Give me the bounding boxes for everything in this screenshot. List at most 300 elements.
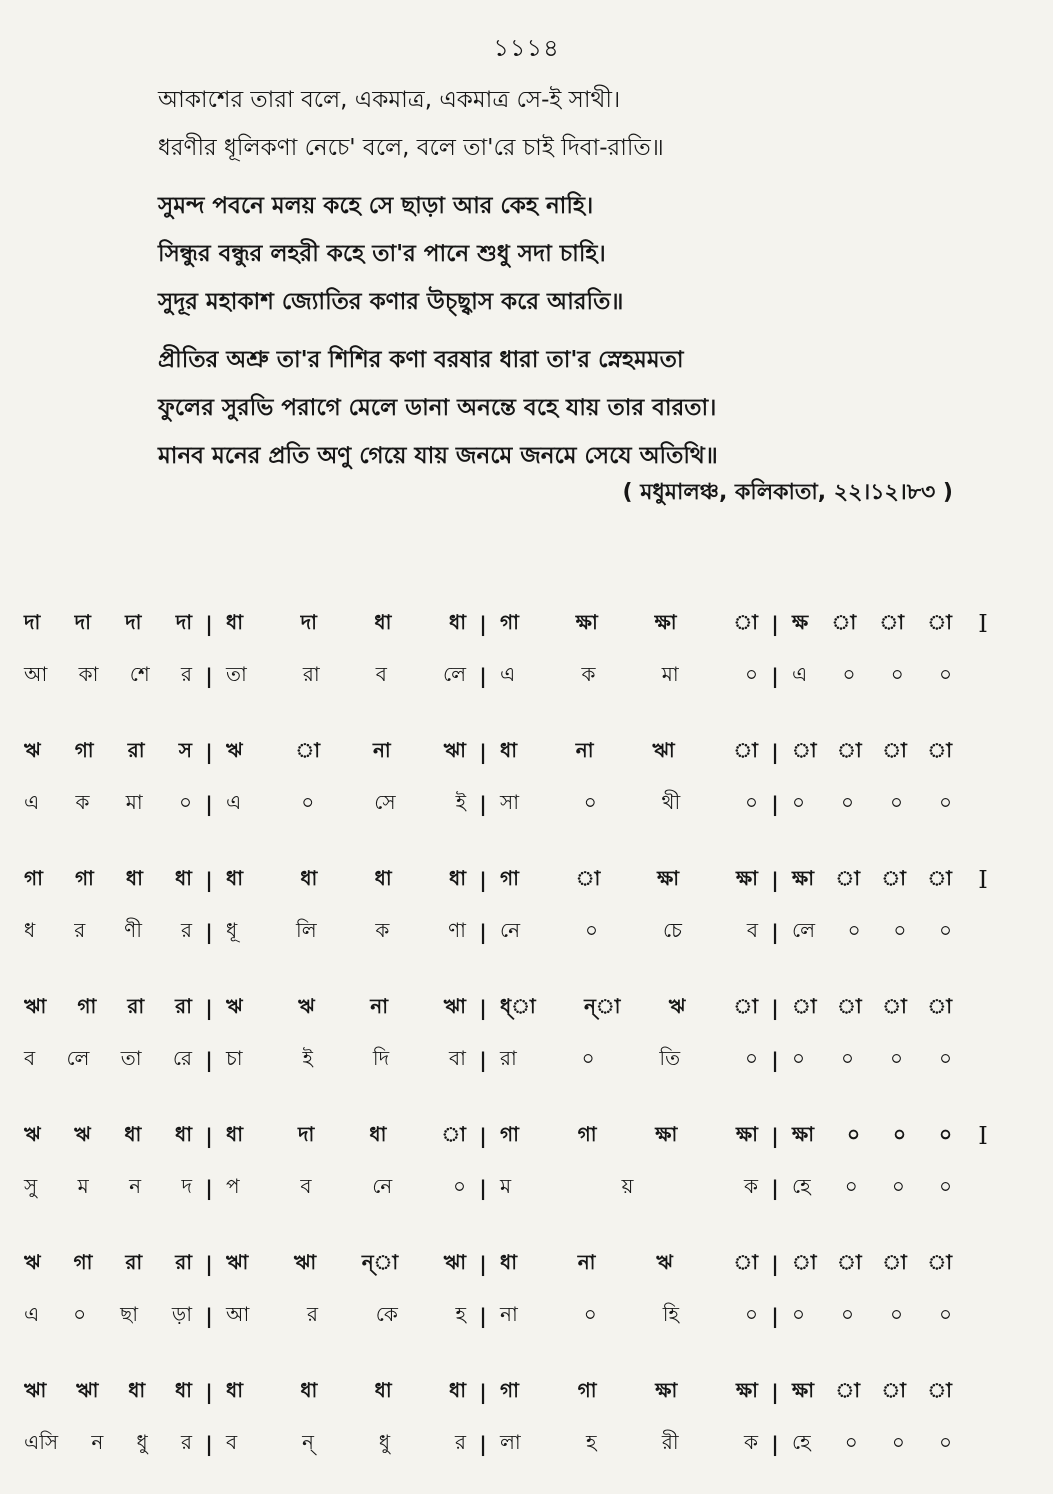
lyric-syllable: হি — [662, 1301, 679, 1326]
lyric-row — [18, 906, 1038, 958]
lyric-syllable: ০ — [889, 789, 903, 814]
bar-line: | — [205, 996, 213, 1020]
lyric-syllable: র — [74, 917, 86, 942]
lyric-syllable: কা — [78, 661, 99, 686]
bar-line: | — [771, 792, 779, 816]
swara-note: ধা — [124, 1121, 142, 1146]
swara-note: রা — [175, 993, 192, 1018]
swara-note: ক্ষা — [654, 609, 677, 634]
bar-line: | — [479, 920, 487, 944]
lyric-syllable: চে — [662, 917, 682, 942]
bar-line: | — [771, 868, 779, 892]
lyric-syllable: সু — [24, 1173, 38, 1198]
measure — [786, 916, 958, 949]
bar-line: | — [205, 1380, 213, 1404]
swara-note: া — [575, 865, 601, 890]
lyric-syllable: এ — [24, 789, 40, 814]
bar-line: | — [479, 1304, 487, 1328]
measure — [220, 864, 472, 897]
swara-note: ধা — [448, 1377, 466, 1402]
swara-row — [18, 982, 1038, 1034]
bar-line: | — [771, 1124, 779, 1148]
lyric-syllable: তি — [659, 1045, 681, 1070]
verse-line: মানব মনের প্রতি অণু গেয়ে যায় জনমে জনমে সেযে অতিথি॥ — [158, 443, 718, 469]
verse-line: সুমন্দ পবনে মলয় কহে সে ছাড়া আর কেহ নাহি। — [158, 193, 594, 219]
measure — [220, 992, 472, 1025]
swara-note: গা — [500, 865, 519, 890]
lyric-syllable: ব — [746, 917, 758, 942]
swara-row — [18, 1110, 1038, 1162]
lyric-syllable: ণী — [124, 917, 142, 942]
swara-row — [18, 854, 1038, 906]
measure — [18, 1248, 198, 1281]
lyric-syllable: থী — [661, 789, 681, 814]
lyric-syllable: ক — [581, 661, 596, 686]
bar-line: | — [479, 996, 487, 1020]
swara-note: ঋা — [24, 993, 47, 1018]
lyric-syllable: নে — [500, 917, 521, 942]
lyric-syllable: ০ — [585, 917, 599, 942]
swara-note: া — [792, 993, 817, 1018]
swara-note: ঋ — [226, 993, 243, 1018]
swara-note: রা — [125, 1249, 143, 1274]
lyric-syllable: ০ — [844, 1173, 858, 1198]
lyric-syllable: য় — [621, 1173, 634, 1198]
stanza — [158, 182, 1018, 326]
measure — [786, 1376, 958, 1409]
swara-note: ন্া — [583, 993, 621, 1018]
swara-note: গা — [500, 1121, 519, 1146]
lyric-syllable: ধ — [24, 917, 36, 942]
lyric-row — [18, 1162, 1038, 1214]
verse-line: ধরণীর ধূলিকণা নেচে' বলে, বলে তা'রে চাই দিবা-রাতি॥ — [158, 135, 664, 161]
verse-line: সিন্ধুর বন্ধুর লহরী কহে তা'র পানে শুধু সদা চাহি। — [158, 241, 606, 267]
lyric-syllable: ণা — [448, 917, 466, 942]
lyric-syllable: ন — [91, 1429, 104, 1454]
measure — [786, 1044, 958, 1077]
swara-note: া — [733, 1249, 758, 1274]
swara-note: া — [927, 1377, 952, 1402]
swara-note: ঋ — [298, 993, 315, 1018]
lyric-syllable: ০ — [583, 1301, 597, 1326]
bar-line: | — [479, 1432, 487, 1456]
lyric-syllable: আ — [24, 661, 48, 686]
swara-note: া — [927, 865, 952, 890]
bar-line: | — [205, 1124, 213, 1148]
lyric-syllable: র — [307, 1301, 319, 1326]
lyric-syllable: ০ — [583, 789, 597, 814]
swara-note: া — [882, 737, 907, 762]
lyric-syllable: চা — [226, 1045, 243, 1070]
swara-note: ঋা — [293, 1249, 317, 1274]
lyric-row — [18, 1034, 1038, 1086]
lyric-syllable: লা — [500, 1429, 521, 1454]
measure — [18, 992, 198, 1025]
lyric-syllable: সা — [500, 789, 520, 814]
swara-note: ধা — [374, 609, 392, 634]
swara-note: ক্ষা — [575, 609, 598, 634]
bar-line: | — [205, 612, 213, 636]
lyric-syllable: রা — [302, 661, 320, 686]
notation-block — [18, 1366, 1038, 1470]
lyric-syllable: ক — [75, 789, 90, 814]
swara-note: গা — [74, 737, 94, 762]
lyric-syllable: র — [180, 1429, 192, 1454]
measure — [494, 1120, 764, 1153]
measure — [220, 660, 472, 693]
swara-note: গা — [500, 609, 519, 634]
measure — [786, 736, 958, 769]
measure — [220, 1044, 472, 1077]
measure — [494, 916, 764, 949]
bar-line: | — [771, 1048, 779, 1072]
lyric-syllable: ০ — [792, 1301, 806, 1326]
lyric-syllable: ০ — [938, 917, 952, 942]
measure — [18, 1376, 198, 1409]
swara-note: ক্ষা — [655, 1121, 678, 1146]
bar-line: | — [771, 1380, 779, 1404]
swara-note: ধা — [226, 1121, 244, 1146]
measure — [18, 660, 198, 693]
section-mark: I — [978, 610, 988, 638]
swara-note: ধা — [125, 865, 143, 890]
swara-note: ঋ — [668, 993, 686, 1018]
swara-note: ক্ষ — [792, 609, 809, 634]
measure — [786, 1120, 958, 1153]
measure — [786, 1248, 958, 1281]
measure — [220, 608, 472, 641]
swara-note: ক্ষা — [657, 865, 680, 890]
swara-note: ০ — [892, 1121, 906, 1146]
swara-note: া — [879, 609, 905, 634]
lyric-syllable: এ — [226, 789, 242, 814]
lyric-row — [18, 650, 1038, 702]
swara-note: ক্ষা — [735, 865, 758, 890]
swara-note: ঋ — [74, 1121, 91, 1146]
bar-line: | — [479, 1048, 487, 1072]
lyric-syllable: ০ — [744, 661, 758, 686]
swara-note: ঋা — [443, 993, 466, 1018]
swara-note: রা — [127, 993, 145, 1018]
swara-note: া — [441, 1121, 466, 1146]
lyric-syllable: রে — [172, 1045, 192, 1070]
measure — [220, 1428, 472, 1461]
swara-note: া — [927, 737, 952, 762]
lyric-syllable: ০ — [744, 1045, 758, 1070]
bar-line: | — [771, 1252, 779, 1276]
swara-note: ধা — [448, 609, 466, 634]
swara-note: া — [881, 865, 906, 890]
swara-note: ক্ষা — [792, 1377, 815, 1402]
lyric-syllable: ০ — [840, 1301, 854, 1326]
lyric-syllable: হ — [586, 1429, 597, 1454]
measure — [786, 788, 958, 821]
swara-note: ধা — [226, 1377, 244, 1402]
measure — [786, 864, 958, 897]
measure — [786, 660, 958, 693]
measure — [494, 1172, 764, 1205]
bar-line: | — [205, 1252, 213, 1276]
swara-note: ০ — [938, 1121, 952, 1146]
swara-note: া — [927, 1249, 952, 1274]
swara-note: ধা — [128, 1377, 146, 1402]
measure — [18, 1120, 198, 1153]
measure — [494, 608, 764, 641]
swara-note: ঋা — [652, 737, 675, 762]
swara-note: া — [837, 1249, 862, 1274]
lyric-syllable: কে — [375, 1301, 398, 1326]
lyric-syllable: রী — [661, 1429, 679, 1454]
measure — [220, 736, 472, 769]
swara-note: ধ্া — [500, 993, 536, 1018]
lyric-syllable: ক — [743, 1429, 758, 1454]
page-number: ১১১৪ — [493, 34, 560, 62]
swara-note: া — [733, 737, 758, 762]
measure — [220, 1300, 472, 1333]
swara-note: ঋ — [24, 1121, 41, 1146]
lyric-syllable: ০ — [792, 789, 806, 814]
swara-note: না — [372, 737, 391, 762]
bar-line: | — [771, 612, 779, 636]
section-mark: I — [978, 1122, 988, 1150]
swara-note: ধা — [300, 1377, 318, 1402]
lyric-syllable: ০ — [889, 1301, 903, 1326]
measure — [18, 788, 198, 821]
swara-note: ঋা — [443, 1249, 466, 1274]
lyric-syllable: ক — [375, 917, 390, 942]
lyric-syllable: ছা — [120, 1301, 138, 1326]
bar-line: | — [479, 792, 487, 816]
lyric-syllable: ০ — [73, 1301, 87, 1326]
swara-note: ধা — [174, 1121, 192, 1146]
lyric-syllable: হ — [455, 1301, 466, 1326]
bar-line: | — [205, 1048, 213, 1072]
bar-line: | — [479, 868, 487, 892]
swara-note: ধা — [174, 1377, 192, 1402]
bar-line: | — [205, 740, 213, 764]
lyric-syllable: ০ — [938, 1429, 952, 1454]
lyric-syllable: ০ — [842, 661, 856, 686]
swara-note: ধা — [374, 1377, 392, 1402]
swara-note: ঋ — [656, 1249, 673, 1274]
bar-line: | — [205, 1304, 213, 1328]
swara-note: ক্ষা — [792, 1121, 815, 1146]
bar-line: | — [205, 1432, 213, 1456]
measure — [786, 992, 958, 1025]
measure — [786, 608, 958, 641]
lyric-syllable: ব — [226, 1429, 238, 1454]
lyric-syllable: ০ — [744, 1301, 758, 1326]
swara-note: ঋা — [24, 1377, 47, 1402]
bar-line: | — [205, 920, 213, 944]
swara-note: া — [295, 737, 321, 762]
measure — [18, 1172, 198, 1205]
bar-line: | — [479, 1124, 487, 1148]
notation-block — [18, 598, 1038, 702]
lyric-syllable: প — [226, 1173, 240, 1198]
lyric-syllable: লে — [792, 917, 816, 942]
swara-note: না — [370, 993, 389, 1018]
bar-line: | — [205, 664, 213, 688]
lyric-syllable: ০ — [178, 789, 192, 814]
lyric-syllable: ০ — [840, 1045, 854, 1070]
lyric-syllable: ০ — [792, 1045, 806, 1070]
swara-note: গা — [74, 865, 94, 890]
bar-line: | — [205, 868, 213, 892]
bar-line: | — [771, 1304, 779, 1328]
swara-note: রা — [175, 1249, 192, 1274]
lyric-syllable: র — [454, 1429, 466, 1454]
swara-note: গা — [577, 1377, 597, 1402]
measure — [786, 1172, 958, 1205]
measure — [494, 1248, 764, 1281]
swara-note: ঋ — [226, 737, 243, 762]
lyric-syllable: আ — [226, 1301, 250, 1326]
attribution: ( মধুমালঞ্চ, কলিকাতা, ২২।১২।৮৩ ) — [622, 480, 953, 505]
lyric-syllable: হে — [792, 1173, 811, 1198]
measure — [494, 788, 764, 821]
lyric-syllable: দি — [372, 1045, 390, 1070]
swara-note: া — [882, 993, 907, 1018]
swara-note: দা — [74, 609, 91, 634]
swara-note: গা — [24, 865, 43, 890]
swara-note: ঋ — [24, 737, 41, 762]
notation-block — [18, 854, 1038, 958]
poem — [158, 76, 1018, 490]
lyric-syllable: র — [180, 917, 192, 942]
swara-note: া — [927, 993, 952, 1018]
measure — [494, 1376, 764, 1409]
lyric-syllable: শে — [129, 661, 150, 686]
swara-note: দা — [175, 609, 192, 634]
measure — [786, 1428, 958, 1461]
notation — [18, 598, 1038, 1494]
swara-note: ঋা — [443, 737, 466, 762]
verse-line: প্রীতির অশ্রু তা'র শিশির কণা বরষার ধারা তা'র স্নেহমমতা — [158, 347, 684, 373]
bar-line: | — [479, 740, 487, 764]
swara-note: গা — [500, 1377, 519, 1402]
measure — [494, 992, 764, 1025]
lyric-syllable: ব — [300, 1173, 312, 1198]
swara-row — [18, 1238, 1038, 1290]
swara-note: ধা — [174, 865, 192, 890]
lyric-syllable: তা — [120, 1045, 142, 1070]
lyric-syllable: ম — [77, 1173, 89, 1198]
measure — [18, 736, 198, 769]
lyric-syllable: র — [180, 661, 192, 686]
lyric-syllable: ০ — [744, 789, 758, 814]
swara-note: ধা — [448, 865, 466, 890]
bar-line: | — [771, 664, 779, 688]
lyric-syllable: ০ — [938, 661, 952, 686]
swara-note: রা — [127, 737, 145, 762]
measure — [18, 864, 198, 897]
notation-block — [18, 726, 1038, 830]
swara-note: ধা — [369, 1121, 387, 1146]
lyric-syllable: এসি — [24, 1429, 59, 1454]
swara-note: া — [835, 865, 860, 890]
lyric-syllable: ধু — [136, 1429, 148, 1454]
lyric-syllable: ০ — [889, 1045, 903, 1070]
lyric-syllable: ০ — [938, 1045, 952, 1070]
swara-note: ধা — [500, 1249, 518, 1274]
swara-note: ০ — [846, 1121, 860, 1146]
lyric-syllable: লি — [295, 917, 317, 942]
lyric-syllable: ন্ — [302, 1429, 314, 1454]
measure — [220, 1248, 472, 1281]
swara-note: া — [837, 737, 862, 762]
swara-note: ক্ষা — [792, 865, 815, 890]
bar-line: | — [205, 1176, 213, 1200]
swara-note: া — [792, 1249, 817, 1274]
bar-line: | — [771, 920, 779, 944]
swara-row — [18, 726, 1038, 778]
lyric-syllable: এ — [24, 1301, 40, 1326]
lyric-syllable: ০ — [452, 1173, 466, 1198]
measure — [18, 1300, 198, 1333]
measure — [494, 1300, 764, 1333]
swara-note: দা — [125, 609, 142, 634]
lyric-syllable: হে — [792, 1429, 811, 1454]
bar-line: | — [771, 996, 779, 1020]
lyric-syllable: ০ — [301, 789, 315, 814]
lyric-syllable: দ — [181, 1173, 192, 1198]
swara-note: া — [882, 1249, 907, 1274]
lyric-syllable: মা — [661, 661, 679, 686]
swara-note: ধা — [300, 865, 318, 890]
swara-note: ধা — [374, 865, 392, 890]
swara-note: া — [733, 609, 758, 634]
lyric-syllable: ০ — [581, 1045, 595, 1070]
swara-row — [18, 598, 1038, 650]
measure — [786, 1300, 958, 1333]
swara-note: ঋা — [76, 1377, 99, 1402]
swara-note: ঋা — [226, 1249, 249, 1274]
swara-note: া — [831, 609, 857, 634]
verse-line: ফুলের সুরভি পরাগে মেলে ডানা অনন্তে বহে যায় তার বারতা। — [158, 395, 717, 421]
bar-line: | — [771, 740, 779, 764]
swara-note: ক্ষা — [735, 1121, 758, 1146]
measure — [494, 1428, 764, 1461]
swara-note: গা — [577, 1121, 597, 1146]
measure — [494, 1044, 764, 1077]
bar-line: | — [479, 664, 487, 688]
measure — [18, 1428, 198, 1461]
measure — [220, 788, 472, 821]
measure — [220, 916, 472, 949]
swara-note: ক্ষা — [735, 1377, 758, 1402]
stanza — [158, 336, 1018, 480]
bar-line: | — [771, 1176, 779, 1200]
swara-note: গা — [77, 993, 97, 1018]
measure — [220, 1120, 472, 1153]
bar-line: | — [479, 1380, 487, 1404]
lyric-syllable: ধু — [378, 1429, 391, 1454]
measure — [494, 736, 764, 769]
swara-note: স — [178, 737, 192, 762]
lyric-syllable: ০ — [844, 1429, 858, 1454]
lyric-row — [18, 778, 1038, 830]
swara-note: না — [577, 1249, 596, 1274]
lyric-syllable: লে — [442, 661, 466, 686]
measure — [220, 1376, 472, 1409]
swara-note: দা — [298, 1121, 315, 1146]
swara-note: ধা — [500, 737, 518, 762]
lyric-syllable: এ — [792, 661, 808, 686]
lyric-syllable: ০ — [938, 789, 952, 814]
lyric-syllable: ক — [744, 1173, 758, 1198]
swara-note: ক্ষা — [655, 1377, 678, 1402]
